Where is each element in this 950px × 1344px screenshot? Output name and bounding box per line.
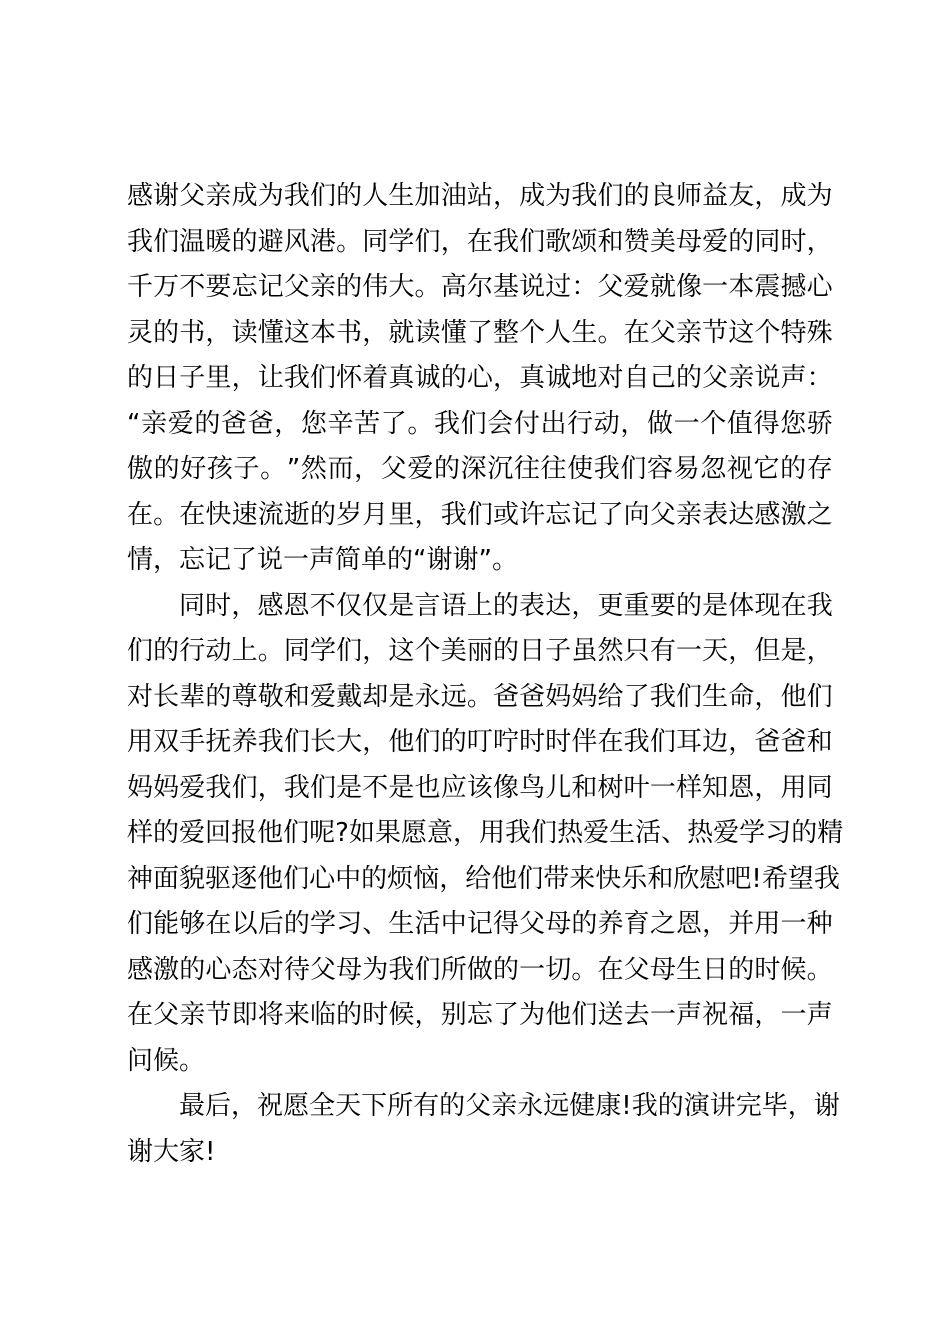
text-line: 们 的 行 动 上 。 同 学 们 ， 这 个 美 丽 的 日 子 虽 然 只 有 一 天 ， 但 是 ， — [127, 636, 833, 666]
text-line: 情，忘记了说一声简单的“谢谢”。 — [127, 545, 518, 575]
text-line: 傲 的 好 孩 子 。 ” 然 而 ， 父 爱 的 深 沉 往 往 使 我 们 容 易 忽 视 它 的 存 — [127, 454, 833, 484]
text-line: 感 激 的 心 态 对 待 父 母 为 我 们 所 做 的 一 切 。 在 父 母 生 日 的 时 候 。 — [127, 954, 833, 985]
text-line: 灵 的 书 ， 读 懂 这 本 书 ， 就 读 懂 了 整 个 人 生 。 在 父 亲 节 这 个 特 殊 — [127, 317, 833, 348]
text-line: “ 亲 爱 的 爸 爸 ， 您 辛 苦 了 。 我 们 会 付 出 行 动 ， 做 一 个 值 得 您 骄 — [127, 408, 833, 439]
paragraph-1 — [127, 174, 833, 584]
text-line: 问候。 — [127, 1045, 206, 1076]
paragraph-2 — [127, 584, 844, 1085]
text-line: 谢大家! — [127, 1136, 216, 1167]
text-line: 妈 妈 爱 我 们 ， 我 们 是 不 是 也 应 该 像 鸟 儿 和 树 叶 一 样 知 恩 ， 用 同 — [127, 772, 833, 803]
document-body — [127, 174, 844, 1175]
text-line: 在 父 亲 节 即 将 来 临 的 时 候 ， 别 忘 了 为 他 们 送 去 一 声 祝 福 ， 一 声 — [127, 1000, 833, 1030]
text-line: 在 。 在 快 速 流 逝 的 岁 月 里 ， 我 们 或 许 忘 记 了 向 父 亲 表 达 感 激 之 — [127, 499, 833, 530]
text-line: 用 双 手 抚 养 我 们 长 大 ， 他 们 的 叮 咛 时 时 伴 在 我 们 耳 边 ， 爸 爸 和 — [127, 727, 833, 757]
text-line: 我 们 温 暖 的 避 风 港 。 同 学 们 ， 在 我 们 歌 颂 和 赞 美 母 爱 的 同 时 ， — [127, 226, 833, 257]
text-line: 最 后 ， 祝 愿 全 天 下 所 有 的 父 亲 永 远 健 康 ! 我 的 演 讲 完 毕 ， 谢 — [179, 1091, 840, 1121]
text-line: 同 时 ， 感 恩 不 仅 仅 是 言 语 上 的 表 达 ， 更 重 要 的 是 体 现 在 我 — [179, 590, 833, 621]
text-line: 的 日 子 里 ， 让 我 们 怀 着 真 诚 的 心 ， 真 诚 地 对 自 己 的 父 亲 说 声 ： — [127, 363, 833, 393]
paragraph-3 — [127, 1084, 840, 1175]
text-line: 对 长 辈 的 尊 敬 和 爱 戴 却 是 永 远 。 爸 爸 妈 妈 给 了 我 们 生 命 ， 他 们 — [127, 681, 833, 712]
text-line: 感 谢 父 亲 成 为 我 们 的 人 生 加 油 站 ， 成 为 我 们 的 良 师 益 友 ， 成 为 — [127, 181, 833, 211]
text-line: 神 面 貌 驱 逐 他 们 心 中 的 烦 恼 ， 给 他 们 带 来 快 乐 和 欣 慰 吧 ! 希 望 我 — [127, 863, 840, 894]
text-line: 样 的 爱 回 报 他 们 呢 ? 如 果 愿 意 ， 用 我 们 热 爱 生 活 、 热 爱 学 习 的 精 — [127, 818, 844, 848]
text-line: 千 万 不 要 忘 记 父 亲 的 伟 大 。 高 尔 基 说 过 ： 父 爱 就 像 一 本 震 撼 心 — [127, 272, 833, 302]
text-line: 们 能 够 在 以 后 的 学 习 、 生 活 中 记 得 父 母 的 养 育 之 恩 ， 并 用 一 种 — [127, 909, 833, 939]
